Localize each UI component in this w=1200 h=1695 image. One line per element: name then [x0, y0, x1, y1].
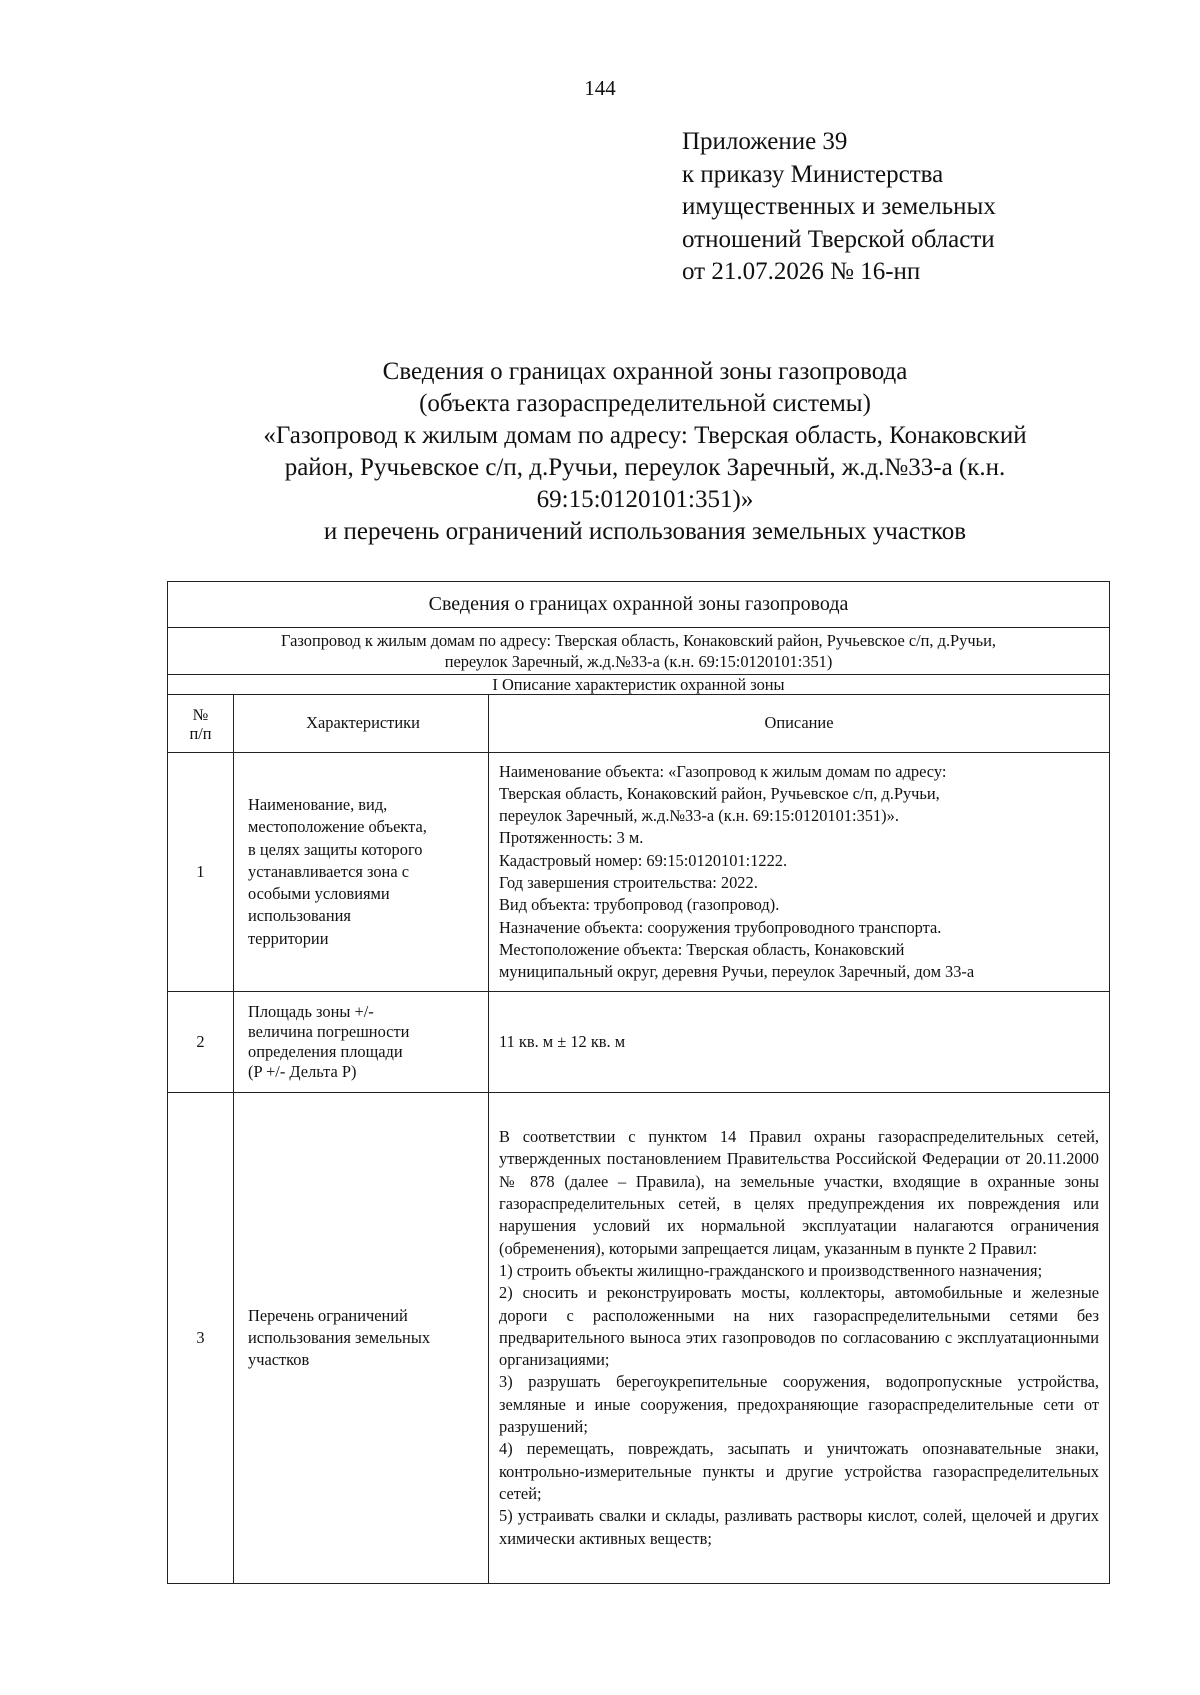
row-description — [489, 1093, 1110, 1584]
title-line: Сведения о границах охранной зоны газопровода — [382, 358, 908, 385]
characteristic-line: величина погрешности — [248, 1022, 410, 1041]
characteristic-line: Площадь зоны +/- — [248, 1002, 374, 1021]
page-number: 144 — [584, 76, 616, 100]
characteristic-line: Перечень ограничений — [248, 1305, 408, 1325]
characteristic-line: территории — [248, 928, 329, 948]
description-line: Вид объекта: трубопровод (газопровод). — [499, 895, 780, 915]
table-row — [168, 1093, 1110, 1584]
appendix-line: Приложение 39 — [682, 128, 848, 155]
description-line: Протяженность: 3 м. — [499, 828, 644, 848]
characteristic-line: определения площади — [248, 1042, 403, 1061]
appendix-line: имущественных и земельных — [682, 193, 996, 220]
row-description: 11 кв. м ± 12 кв. м — [489, 992, 1110, 1093]
restriction-paragraph: 1) строить объекты жилищно-гражданского и производственного назначения; — [499, 1260, 1043, 1280]
characteristic-line: в целях защиты которого — [248, 839, 423, 859]
description-line: Тверская область, Конаковский район, Ручьевское с/п, д.Ручьи, — [499, 783, 940, 803]
header-num-line: № — [192, 704, 209, 724]
title-line: 69:15:0120101:351)» — [536, 486, 754, 513]
row-number: 2 — [168, 992, 234, 1093]
description-line: Наименование объекта: «Газопровод к жилым домам по адресу: — [499, 761, 947, 781]
description-line: муниципальный округ, деревня Ручьи, переулок Заречный, дом 33-а — [499, 962, 975, 982]
row-characteristic — [234, 753, 489, 992]
subheading-line: Газопровод к жилым домам по адресу: Тверская область, Конаковский район, Ручьевское с/п, д.Ручьи, — [281, 631, 996, 650]
restriction-paragraph: 3) разрушать берегоукрепительные сооружения, водопропускные устройства, земляные и иные сооружения, предохраняющие газораспределительные сети от разрушений; — [499, 1372, 1099, 1437]
row-number: 1 — [168, 753, 234, 992]
characteristic-line: (P +/- Дельта P) — [248, 1062, 357, 1081]
table-row — [168, 753, 1110, 992]
description-line: Год завершения строительства: 2022. — [499, 873, 758, 892]
column-header-num — [168, 695, 234, 753]
restriction-paragraph: 5) устраивать свалки и склады, разливать растворы кислот, солей, щелочей и других химически активных веществ; — [499, 1506, 1099, 1548]
characteristic-line: особыми условиями — [248, 884, 390, 904]
title-line: район, Ручьевское с/п, д.Ручьи, переулок Заречный, ж.д.№33-а (к.н. — [284, 454, 1006, 481]
characteristic-line: Наименование, вид, — [248, 794, 388, 814]
row-description — [489, 753, 1110, 992]
protection-zone-table — [167, 581, 1110, 1584]
row-characteristic — [234, 1093, 489, 1584]
description-line: переулок Заречный, ж.д.№33-а (к.н. 69:15:0120101:351)». — [499, 806, 899, 826]
appendix-line: от 21.07.2026 № 16-нп — [682, 258, 921, 285]
characteristic-line: устанавливается зона с — [248, 861, 409, 881]
restriction-paragraph: 4) перемещать, повреждать, засыпать и уничтожать опознавательные знаки, контрольно-измерительные пункты и другие устройства газораспределительных сетей; — [499, 1439, 1099, 1503]
appendix-line: к приказу Министерства — [682, 160, 944, 188]
appendix-block — [682, 126, 996, 289]
column-header-characteristics: Характеристики — [234, 695, 489, 753]
header-num-line: п/п — [189, 723, 212, 743]
title-line: «Газопровод к жилым домам по адресу: Тверская область, Конаковский — [263, 422, 1027, 449]
subheading-line: переулок Заречный, ж.д.№33-а (к.н. 69:15:0120101:351) — [444, 652, 833, 671]
column-header-description: Описание — [489, 695, 1110, 753]
description-line: Кадастровый номер: 69:15:0120101:1222. — [499, 850, 788, 870]
table-row — [168, 992, 1110, 1093]
table-heading: Сведения о границах охранной зоны газопровода — [168, 582, 1110, 628]
column-header-row — [168, 695, 1110, 753]
document-title — [165, 356, 1125, 548]
table-subheading — [168, 628, 1110, 675]
title-line: (объекта газораспределительной системы) — [419, 390, 871, 417]
title-line: и перечень ограничений использования земельных участков — [323, 518, 967, 545]
appendix-line: отношений Тверской области — [682, 225, 995, 253]
characteristic-line: использования — [248, 906, 351, 926]
restriction-paragraph: 2) сносить и реконструировать мосты, коллекторы, автомобильные и железные дороги с расположенными на них газораспределительными сетями без предварительного выноса этих газопроводов по согласованию с эксплуатационными организациями; — [499, 1283, 1099, 1370]
row-characteristic — [234, 992, 489, 1093]
characteristic-line: местоположение объекта, — [248, 817, 427, 837]
description-line: Назначение объекта: сооружения трубопроводного транспорта. — [499, 917, 942, 937]
characteristic-line: использования земельных — [248, 1327, 431, 1347]
row-number: 3 — [168, 1093, 234, 1584]
restriction-paragraph: В соответствии с пунктом 14 Правил охраны газораспределительных сетей, утвержденных постановлением Правительства Российской Федерации от 20.11.2000 № 878 (далее – Правила), на земельные участки, входящие в охранные зоны газораспределительных сетей, в целях предупреждения их повреждения или нарушения условий их нормальной эксплуатации налагаются ограничения (обременения), которыми запрещается лицам, указанным в пункте 2 Правил: — [499, 1127, 1099, 1258]
description-line: Местоположение объекта: Тверская область, Конаковский — [499, 939, 905, 959]
characteristic-line: участков — [248, 1350, 310, 1370]
section-heading: I Описание характеристик охранной зоны — [168, 675, 1110, 695]
